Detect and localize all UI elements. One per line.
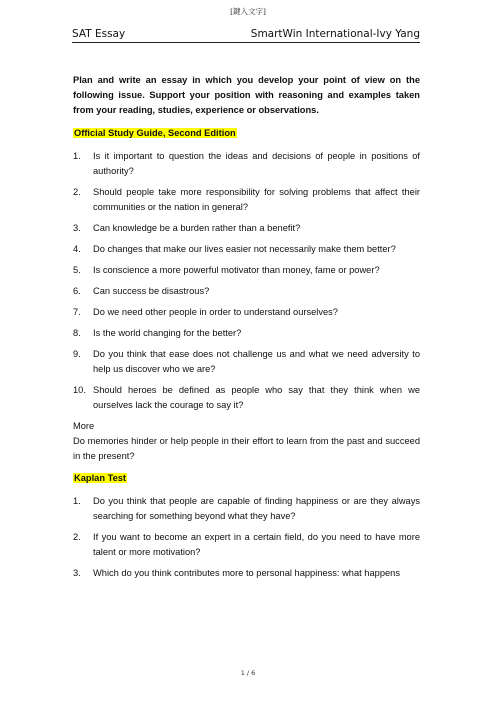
header-left-title: SAT Essay (72, 28, 126, 40)
document-top-note: [鍵入文字] (230, 7, 266, 16)
page-number: 1 / 6 (240, 669, 256, 677)
prompt-number: 2. (73, 532, 81, 542)
prompt-text: Is conscience a more powerful motivator than money, fame or power? (93, 265, 380, 275)
prompt-item (73, 185, 420, 215)
prompt-text: Do changes that make our lives easier not necessarily make them better? (93, 244, 396, 254)
prompt-item (73, 494, 420, 524)
prompt-text: Can success be disastrous? (93, 286, 210, 296)
prompt-number: 6. (73, 286, 81, 296)
prompt-text: Is the world changing for the better? (93, 328, 242, 338)
prompt-text: Do you think that people are capable of finding happiness or are they always searching for something beyond what they have? (93, 496, 420, 521)
prompt-number: 3. (73, 568, 81, 578)
prompt-text: Should heroes be defined as people who say that they think when we ourselves lack the courage to say it? (93, 385, 420, 410)
more-block (73, 419, 420, 464)
prompt-item (73, 530, 420, 560)
prompt-number: 10. (73, 385, 86, 395)
prompt-number: 1. (73, 496, 81, 506)
prompt-item (73, 326, 420, 341)
more-label: More (73, 421, 95, 431)
prompt-list-official-guide (73, 149, 420, 413)
prompt-number: 1. (73, 151, 81, 161)
prompt-item (73, 566, 420, 581)
prompt-number: 5. (73, 265, 81, 275)
highlighted-title: Kaplan Test (74, 473, 127, 483)
prompt-text: Is it important to question the ideas and decisions of people in positions of authority? (93, 151, 420, 176)
prompt-number: 3. (73, 223, 81, 233)
prompt-text: Can knowledge be a burden rather than a benefit? (93, 223, 301, 233)
prompt-item (73, 305, 420, 320)
prompt-list-kaplan (73, 494, 420, 581)
prompt-number: 9. (73, 349, 81, 359)
section-title-official-guide (73, 126, 420, 141)
document-body (73, 73, 420, 587)
prompt-number: 8. (73, 328, 81, 338)
prompt-item (73, 347, 420, 377)
prompt-item (73, 263, 420, 278)
prompt-number: 2. (73, 187, 81, 197)
prompt-item (73, 242, 420, 257)
header-right-author: SmartWin International-Ivy Yang (250, 28, 420, 40)
prompt-text: Which do you think contributes more to personal happiness: what happens (93, 568, 400, 578)
more-prompt-text: Do memories hinder or help people in their effort to learn from the past and succeed in the present? (73, 436, 420, 461)
prompt-text: If you want to become an expert in a certain field, do you need to have more talent or more motivation? (93, 532, 420, 557)
prompt-text: Should people take more responsibility for solving problems that affect their communities or the nation in general? (93, 187, 420, 212)
highlighted-title: Official Study Guide, Second Edition (74, 128, 236, 138)
prompt-number: 7. (73, 307, 81, 317)
prompt-text: Do you think that ease does not challenge us and what we need adversity to help us discover who we are? (93, 349, 420, 374)
prompt-text: Do we need other people in order to understand ourselves? (93, 307, 338, 317)
prompt-item (73, 221, 420, 236)
prompt-item (73, 383, 420, 413)
prompt-item (73, 149, 420, 179)
essay-instructions: Plan and write an essay in which you develop your point of view on the following issue. Support your position with reasoning and examples taken from your reading, studies, experience or observations. (73, 75, 420, 115)
page-header (72, 20, 420, 43)
section-title-kaplan (73, 471, 420, 486)
prompt-number: 4. (73, 244, 81, 254)
prompt-item (73, 284, 420, 299)
